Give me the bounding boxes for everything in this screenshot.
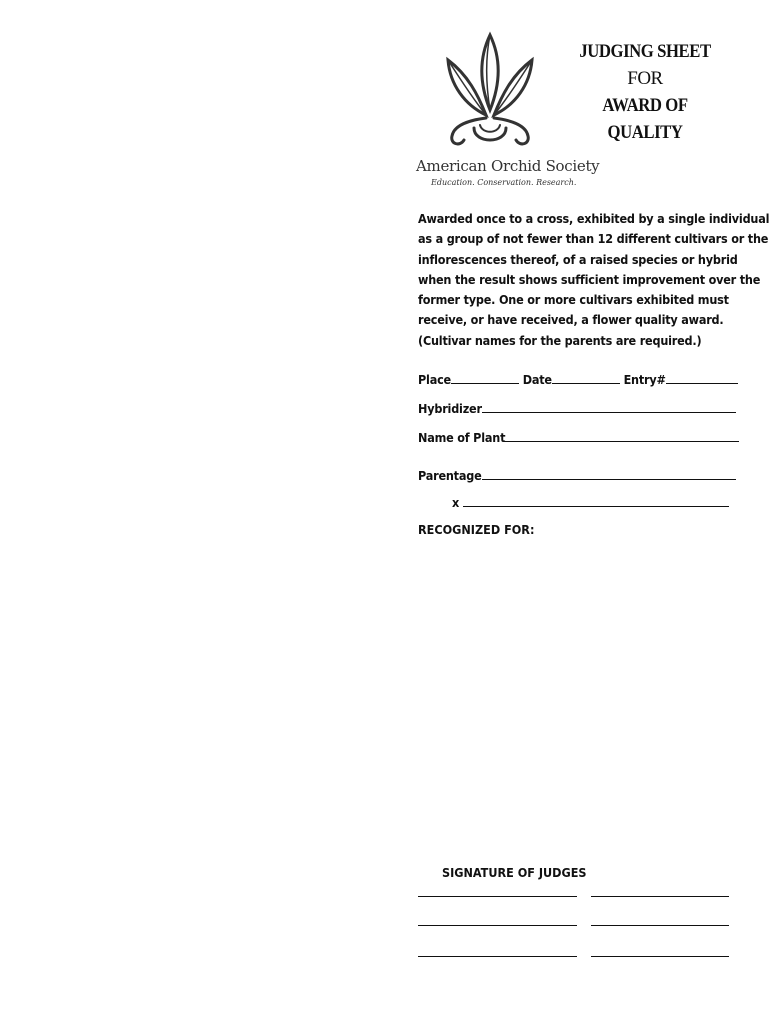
title-line-1: JUDGING SHEET <box>579 41 711 62</box>
parentage-field[interactable] <box>482 466 736 480</box>
date-field[interactable] <box>552 370 620 384</box>
orchid-flower-icon <box>440 30 540 155</box>
award-description <box>418 209 770 351</box>
description-line: as a group of not fewer than 12 different cultivars or the <box>418 231 769 247</box>
place-date-entry-row <box>418 370 738 387</box>
judge-signature-line[interactable] <box>591 896 729 897</box>
cross-parent-field[interactable] <box>463 493 729 507</box>
plant-name-label: Name of Plant <box>418 430 506 445</box>
judge-signature-line[interactable] <box>591 956 729 957</box>
organization-name: American Orchid Society <box>416 157 600 175</box>
description-line: when the result shows sufficient improvement over the <box>418 271 761 287</box>
date-label: Date <box>522 372 552 387</box>
cross-row <box>452 493 729 510</box>
title-line-2: FOR <box>627 68 663 89</box>
signature-heading: SIGNATURE OF JUDGES <box>442 865 587 880</box>
judge-signature-line[interactable] <box>418 956 577 957</box>
parentage-label: Parentage <box>418 468 482 483</box>
hybridizer-field[interactable] <box>482 399 736 413</box>
entry-label: Entry# <box>623 372 666 387</box>
judge-signature-line[interactable] <box>591 925 729 926</box>
parentage-row <box>418 466 736 483</box>
description-line: receive, or have received, a flower quality award. <box>418 312 724 328</box>
hybridizer-label: Hybridizer <box>418 401 482 416</box>
place-label: Place <box>418 372 451 387</box>
judge-signature-line[interactable] <box>418 925 577 926</box>
organization-tagline: Education. Conservation. Research. <box>431 178 577 187</box>
title-line-3: AWARD OF QUALITY <box>602 95 688 143</box>
plant-name-row <box>418 428 739 445</box>
description-line: inflorescences thereof, of a raised species or hybrid <box>418 251 738 267</box>
entry-field[interactable] <box>666 370 738 384</box>
description-line: (Cultivar names for the parents are required.) <box>418 332 702 348</box>
cross-label: x <box>452 495 460 510</box>
hybridizer-row <box>418 399 736 416</box>
judge-signature-line[interactable] <box>418 896 577 897</box>
description-line: former type. One or more cultivars exhibited must <box>418 292 729 308</box>
description-line: Awarded once to a cross, exhibited by a single individual <box>418 211 770 226</box>
recognized-for-label: RECOGNIZED FOR: <box>418 522 535 537</box>
place-field[interactable] <box>451 370 519 384</box>
plant-name-field[interactable] <box>505 428 739 442</box>
page-title <box>560 38 730 146</box>
